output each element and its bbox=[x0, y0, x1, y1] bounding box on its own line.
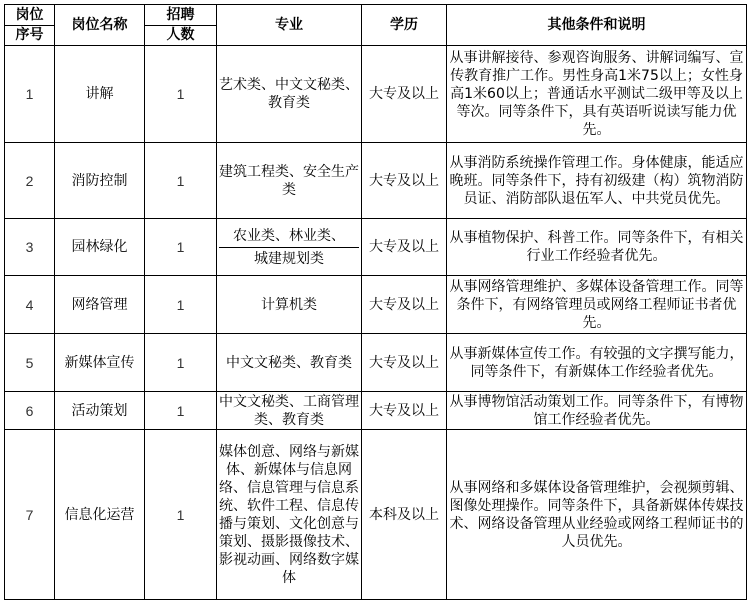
cell-major: 媒体创意、网络与新媒体、新媒体与信息网络、信息管理与信息系统、软件工程、信息传播与策划、文化创意与策划、摄影摄像技术、影视动画、网络数字媒体 bbox=[217, 430, 362, 600]
cell-education: 大专及以上 bbox=[362, 392, 447, 430]
cell-count: 1 bbox=[145, 334, 217, 392]
table-row bbox=[5, 46, 747, 143]
header-seq bbox=[5, 5, 55, 46]
cell-count: 1 bbox=[145, 46, 217, 143]
cell-education: 大专及以上 bbox=[362, 143, 447, 219]
cell-seq: 7 bbox=[5, 430, 55, 600]
cell-notes: 从事植物保护、科普工作。同等条件下，有相关行业工作经验者优先。 bbox=[447, 219, 747, 276]
cell-count: 1 bbox=[145, 219, 217, 276]
table-row bbox=[5, 392, 747, 430]
cell-notes: 从事网络管理维护、多媒体设备管理工作。同等条件下，有网络管理员或网络工程师证书者优先。 bbox=[447, 276, 747, 334]
cell-count: 1 bbox=[145, 392, 217, 430]
table-row bbox=[5, 430, 747, 600]
cell-name: 讲解 bbox=[55, 46, 145, 143]
table-row bbox=[5, 219, 747, 276]
cell-major: 建筑工程类、安全生产类 bbox=[217, 143, 362, 219]
cell-name: 信息化运营 bbox=[55, 430, 145, 600]
cell-major: 计算机类 bbox=[217, 276, 362, 334]
cell-education: 大专及以上 bbox=[362, 219, 447, 276]
cell-name: 活动策划 bbox=[55, 392, 145, 430]
cell-seq: 4 bbox=[5, 276, 55, 334]
cell-count: 1 bbox=[145, 143, 217, 219]
cell-name: 消防控制 bbox=[55, 143, 145, 219]
cell-education: 大专及以上 bbox=[362, 46, 447, 143]
cell-seq: 3 bbox=[5, 219, 55, 276]
cell-name: 园林绿化 bbox=[55, 219, 145, 276]
header-major: 专业 bbox=[217, 5, 362, 46]
cell-seq: 5 bbox=[5, 334, 55, 392]
cell-education: 大专及以上 bbox=[362, 276, 447, 334]
cell-notes: 从事博物馆活动策划工作。同等条件下，有博物馆工作经验者优先。 bbox=[447, 392, 747, 430]
cell-major: 中文文秘类、工商管理类、教育类 bbox=[217, 392, 362, 430]
header-seq-top: 岗位 bbox=[5, 6, 54, 26]
cell-education: 大专及以上 bbox=[362, 334, 447, 392]
cell-notes: 从事消防系统操作管理工作。身体健康，能适应晚班。同等条件下，持有初级建（构）筑物消防员证、消防部队退伍军人、中共党员优先。 bbox=[447, 143, 747, 219]
cell-name: 网络管理 bbox=[55, 276, 145, 334]
header-education: 学历 bbox=[362, 5, 447, 46]
header-notes: 其他条件和说明 bbox=[447, 5, 747, 46]
cell-seq: 1 bbox=[5, 46, 55, 143]
cell-notes: 从事讲解接待、参观咨询服务、讲解词编写、宣传教育推广工作。男性身高1米75以上；女性身高1米60以上；普通话水平测试二级甲等及以上等次。同等条件下，具有英语听说读写能力优先。 bbox=[447, 46, 747, 143]
cell-count: 1 bbox=[145, 276, 217, 334]
header-count bbox=[145, 5, 217, 46]
cell-major bbox=[217, 219, 362, 276]
table-row bbox=[5, 143, 747, 219]
cell-notes: 从事新媒体宣传工作。有较强的文字撰写能力，同等条件下，有新媒体工作经验者优先。 bbox=[447, 334, 747, 392]
table-row bbox=[5, 334, 747, 392]
cell-count: 1 bbox=[145, 430, 217, 600]
header-name: 岗位名称 bbox=[55, 5, 145, 46]
table-row bbox=[5, 276, 747, 334]
cell-major-bottom: 城建规划类 bbox=[254, 250, 324, 267]
header-count-top: 招聘 bbox=[145, 6, 216, 26]
header-count-bottom: 人数 bbox=[166, 26, 195, 43]
header-seq-bottom: 序号 bbox=[15, 26, 44, 43]
cell-notes: 从事网络和多媒体设备管理维护，会视频剪辑、图像处理操作。同等条件下，具备新媒体传媒技术、网络设备管理从业经验或网络工程师证书的人员优先。 bbox=[447, 430, 747, 600]
cell-seq: 2 bbox=[5, 143, 55, 219]
cell-name: 新媒体宣传 bbox=[55, 334, 145, 392]
cell-major-top: 农业类、林业类、 bbox=[219, 225, 359, 248]
cell-seq: 6 bbox=[5, 392, 55, 430]
cell-education: 本科及以上 bbox=[362, 430, 447, 600]
cell-major: 中文文秘类、教育类 bbox=[217, 334, 362, 392]
header-row bbox=[5, 5, 747, 46]
cell-major: 艺术类、中文文秘类、教育类 bbox=[217, 46, 362, 143]
recruitment-table bbox=[4, 4, 747, 600]
